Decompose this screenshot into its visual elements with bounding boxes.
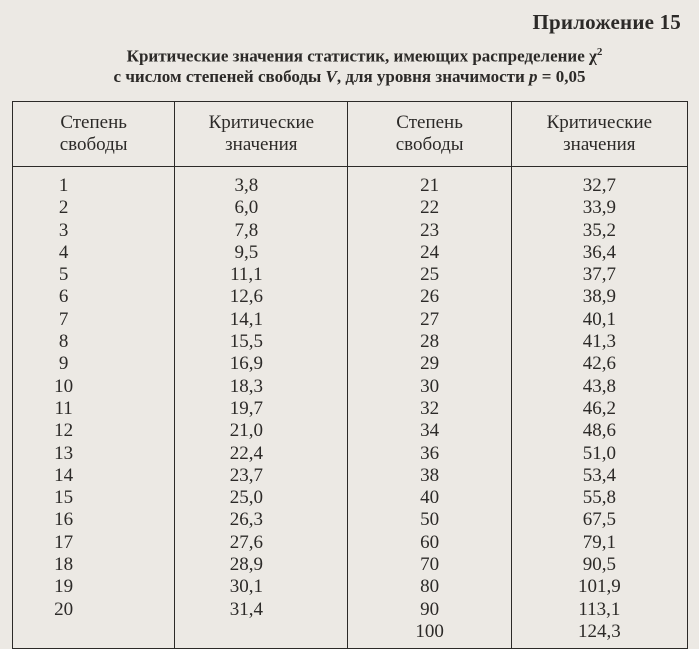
cell-df-left: 19 bbox=[13, 576, 175, 598]
cell-df-left: 14 bbox=[13, 465, 175, 487]
cell-df-left: 2 bbox=[13, 197, 175, 219]
cell-cv-left: 18,3 bbox=[175, 376, 348, 398]
cell-df-right: 28 bbox=[348, 331, 511, 353]
chi-square-table bbox=[12, 101, 688, 649]
title-var-p: p bbox=[529, 66, 538, 86]
cell-cv-left: 30,1 bbox=[175, 576, 348, 598]
cell-cv-right: 40,1 bbox=[511, 309, 687, 331]
table-row bbox=[13, 509, 688, 531]
cell-df-left: 9 bbox=[13, 353, 175, 375]
header-cv-left-line2: значения bbox=[225, 134, 298, 155]
cell-df-right: 38 bbox=[348, 465, 511, 487]
cell-cv-right: 43,8 bbox=[511, 376, 687, 398]
cell-df-left: 1 bbox=[13, 167, 175, 198]
cell-cv-right: 67,5 bbox=[511, 509, 687, 531]
cell-cv-left: 25,0 bbox=[175, 487, 348, 509]
cell-df-right: 60 bbox=[348, 532, 511, 554]
table-row bbox=[13, 242, 688, 264]
table-row bbox=[13, 420, 688, 442]
title-line-2-a: с числом степеней свободы bbox=[113, 66, 326, 86]
cell-df-right: 80 bbox=[348, 576, 511, 598]
cell-cv-right: 33,9 bbox=[511, 197, 687, 219]
cell-df-right: 50 bbox=[348, 509, 511, 531]
cell-df-right: 70 bbox=[348, 554, 511, 576]
cell-cv-right: 41,3 bbox=[511, 331, 687, 353]
cell-df-right: 32 bbox=[348, 398, 511, 420]
cell-df-right: 36 bbox=[348, 443, 511, 465]
cell-df-left: 10 bbox=[13, 376, 175, 398]
cell-df-right: 90 bbox=[348, 599, 511, 621]
table-row bbox=[13, 309, 688, 331]
cell-cv-left: 7,8 bbox=[175, 220, 348, 242]
cell-df-left: 6 bbox=[13, 286, 175, 308]
cell-df-right: 23 bbox=[348, 220, 511, 242]
cell-df-right: 29 bbox=[348, 353, 511, 375]
header-row bbox=[13, 102, 688, 167]
cell-df-right: 40 bbox=[348, 487, 511, 509]
cell-cv-left: 6,0 bbox=[175, 197, 348, 219]
cell-cv-right: 37,7 bbox=[511, 264, 687, 286]
table-row bbox=[13, 443, 688, 465]
table-title bbox=[0, 42, 699, 87]
header-cv-left bbox=[175, 102, 348, 167]
cell-cv-right: 51,0 bbox=[511, 443, 687, 465]
cell-df-left bbox=[13, 621, 175, 649]
cell-df-right: 26 bbox=[348, 286, 511, 308]
cell-df-left: 3 bbox=[13, 220, 175, 242]
cell-df-left: 5 bbox=[13, 264, 175, 286]
cell-df-left: 13 bbox=[13, 443, 175, 465]
table-row bbox=[13, 487, 688, 509]
cell-cv-left: 27,6 bbox=[175, 532, 348, 554]
cell-df-right: 34 bbox=[348, 420, 511, 442]
table-row bbox=[13, 576, 688, 598]
header-df-left bbox=[13, 102, 175, 167]
table-row bbox=[13, 599, 688, 621]
cell-cv-right: 38,9 bbox=[511, 286, 687, 308]
title-line-1-text: Критические значения статистик, имеющих распределение χ bbox=[126, 46, 597, 66]
cell-cv-left bbox=[175, 621, 348, 649]
cell-df-right: 22 bbox=[348, 197, 511, 219]
title-chi-superscript: 2 bbox=[596, 46, 603, 58]
cell-cv-right: 42,6 bbox=[511, 353, 687, 375]
cell-df-left: 17 bbox=[13, 532, 175, 554]
table-row bbox=[13, 286, 688, 308]
cell-cv-right: 55,8 bbox=[511, 487, 687, 509]
cell-cv-right: 36,4 bbox=[511, 242, 687, 264]
cell-cv-left: 12,6 bbox=[175, 286, 348, 308]
cell-df-left: 16 bbox=[13, 509, 175, 531]
cell-df-right: 100 bbox=[348, 621, 511, 649]
cell-cv-left: 19,7 bbox=[175, 398, 348, 420]
cell-cv-left: 21,0 bbox=[175, 420, 348, 442]
header-df-right bbox=[348, 102, 511, 167]
cell-cv-left: 16,9 bbox=[175, 353, 348, 375]
header-df-right-line1: Степень bbox=[396, 112, 463, 133]
cell-df-left: 20 bbox=[13, 599, 175, 621]
header-cv-right-line1: Критические bbox=[546, 112, 653, 133]
title-line-2-c: = 0,05 bbox=[537, 66, 586, 86]
table-row bbox=[13, 197, 688, 219]
cell-cv-left: 22,4 bbox=[175, 443, 348, 465]
cell-cv-right: 32,7 bbox=[511, 167, 687, 198]
table-row bbox=[13, 220, 688, 242]
table-row bbox=[13, 331, 688, 353]
cell-df-left: 18 bbox=[13, 554, 175, 576]
table-row bbox=[13, 167, 688, 198]
cell-cv-left: 11,1 bbox=[175, 264, 348, 286]
cell-df-left: 11 bbox=[13, 398, 175, 420]
cell-df-right: 21 bbox=[348, 167, 511, 198]
cell-cv-left: 3,8 bbox=[175, 167, 348, 198]
title-line-2 bbox=[0, 67, 699, 87]
table-row bbox=[13, 465, 688, 487]
cell-cv-right: 79,1 bbox=[511, 532, 687, 554]
cell-df-left: 7 bbox=[13, 309, 175, 331]
cell-df-right: 30 bbox=[348, 376, 511, 398]
cell-cv-left: 23,7 bbox=[175, 465, 348, 487]
cell-df-right: 24 bbox=[348, 242, 511, 264]
header-df-left-line1: Степень bbox=[60, 112, 127, 133]
cell-cv-right: 113,1 bbox=[511, 599, 687, 621]
table-body bbox=[13, 167, 688, 649]
title-line-2-b: , для уровня значимости bbox=[336, 66, 530, 86]
cell-cv-right: 35,2 bbox=[511, 220, 687, 242]
header-df-left-line2: свободы bbox=[59, 134, 128, 155]
title-line-1 bbox=[0, 42, 699, 67]
cell-cv-right: 101,9 bbox=[511, 576, 687, 598]
cell-cv-left: 31,4 bbox=[175, 599, 348, 621]
title-var-v: V bbox=[325, 66, 337, 86]
cell-cv-right: 53,4 bbox=[511, 465, 687, 487]
table-row bbox=[13, 532, 688, 554]
cell-cv-left: 15,5 bbox=[175, 331, 348, 353]
header-cv-left-line1: Критические bbox=[208, 112, 315, 133]
cell-df-left: 12 bbox=[13, 420, 175, 442]
cell-cv-right: 48,6 bbox=[511, 420, 687, 442]
cell-cv-right: 46,2 bbox=[511, 398, 687, 420]
cell-cv-left: 28,9 bbox=[175, 554, 348, 576]
table-row bbox=[13, 376, 688, 398]
table-row bbox=[13, 554, 688, 576]
table-row bbox=[13, 353, 688, 375]
header-cv-right-line2: значения bbox=[563, 134, 636, 155]
cell-cv-left: 26,3 bbox=[175, 509, 348, 531]
header-df-right-line2: свободы bbox=[395, 134, 464, 155]
cell-df-right: 27 bbox=[348, 309, 511, 331]
cell-cv-left: 14,1 bbox=[175, 309, 348, 331]
cell-df-left: 15 bbox=[13, 487, 175, 509]
cell-df-left: 8 bbox=[13, 331, 175, 353]
cell-cv-right: 124,3 bbox=[511, 621, 687, 649]
appendix-label: Приложение 15 bbox=[532, 10, 681, 34]
cell-cv-left: 9,5 bbox=[175, 242, 348, 264]
header-cv-right bbox=[511, 102, 687, 167]
cell-df-left: 4 bbox=[13, 242, 175, 264]
cell-df-right: 25 bbox=[348, 264, 511, 286]
table-row bbox=[13, 621, 688, 649]
table-row bbox=[13, 264, 688, 286]
cell-cv-right: 90,5 bbox=[511, 554, 687, 576]
table-row bbox=[13, 398, 688, 420]
